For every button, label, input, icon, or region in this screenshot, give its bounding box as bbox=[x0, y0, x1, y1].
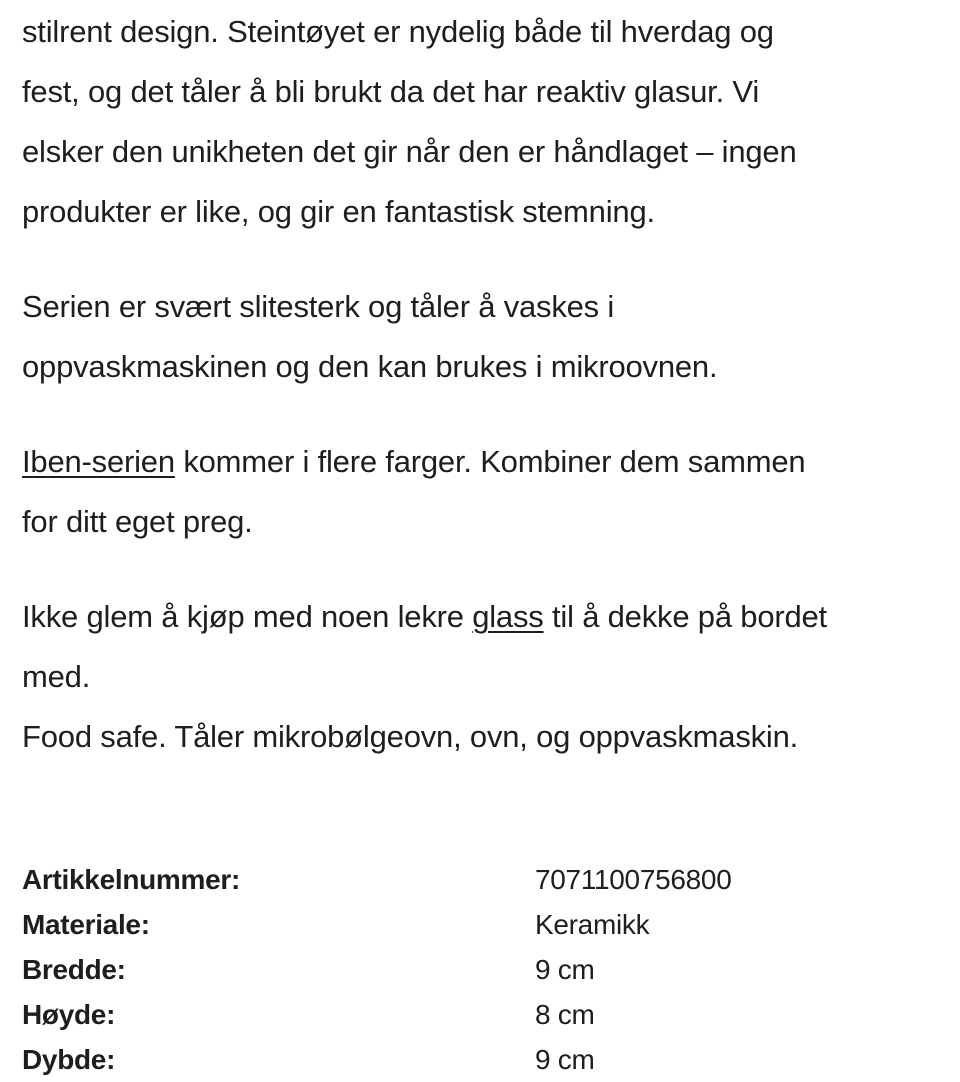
description-paragraph bbox=[22, 2, 952, 242]
product-description bbox=[22, 2, 952, 767]
text-line bbox=[22, 587, 952, 647]
spec-value: Keramikk bbox=[535, 908, 650, 940]
spec-label: Bredde: bbox=[22, 953, 126, 985]
text-line: fest, og det tåler å bli brukt da det har reaktiv glasur. Vi bbox=[22, 74, 760, 109]
spec-value: 8 cm bbox=[535, 998, 595, 1030]
spec-row bbox=[22, 1037, 731, 1082]
spec-row bbox=[22, 992, 731, 1037]
description-paragraph bbox=[22, 587, 952, 767]
spec-value: 9 cm bbox=[535, 953, 595, 985]
spec-label: Høyde: bbox=[22, 998, 116, 1030]
spec-row bbox=[22, 902, 731, 947]
text-line: Food safe. Tåler mikrobølgeovn, ovn, og oppvaskmaskin. bbox=[22, 719, 799, 754]
spec-row bbox=[22, 857, 731, 902]
spec-value: 7071100756800 bbox=[535, 863, 732, 895]
text-line: produkter er like, og gir en fantastisk stemning. bbox=[22, 194, 655, 229]
spec-label: Materiale: bbox=[22, 908, 150, 940]
glass-link[interactable]: glass bbox=[472, 599, 544, 634]
text-line: Serien er svært slitesterk og tåler å vaskes i bbox=[22, 289, 615, 324]
text: kommer i flere farger. Kombiner dem sammen bbox=[174, 444, 806, 479]
text-line: med. bbox=[22, 659, 91, 694]
text-line bbox=[22, 432, 952, 492]
text-line: elsker den unikheten det gir når den er håndlaget – ingen bbox=[22, 134, 797, 169]
description-paragraph bbox=[22, 277, 952, 397]
text-line: oppvaskmaskinen og den kan brukes i mikroovnen. bbox=[22, 349, 718, 384]
iben-series-link[interactable]: Iben-serien bbox=[22, 444, 175, 479]
spec-value: 9 cm bbox=[535, 1043, 595, 1075]
spec-row bbox=[22, 947, 731, 992]
text-line: for ditt eget preg. bbox=[22, 504, 253, 539]
spec-label: Artikkelnummer: bbox=[22, 863, 241, 895]
spec-label: Dybde: bbox=[22, 1043, 116, 1075]
text: til å dekke på bordet bbox=[543, 599, 827, 634]
text-line: stilrent design. Steintøyet er nydelig både til hverdag og bbox=[22, 14, 774, 49]
description-paragraph bbox=[22, 432, 952, 552]
product-specs-table bbox=[22, 857, 731, 1082]
text: Ikke glem å kjøp med noen lekre bbox=[22, 599, 473, 634]
